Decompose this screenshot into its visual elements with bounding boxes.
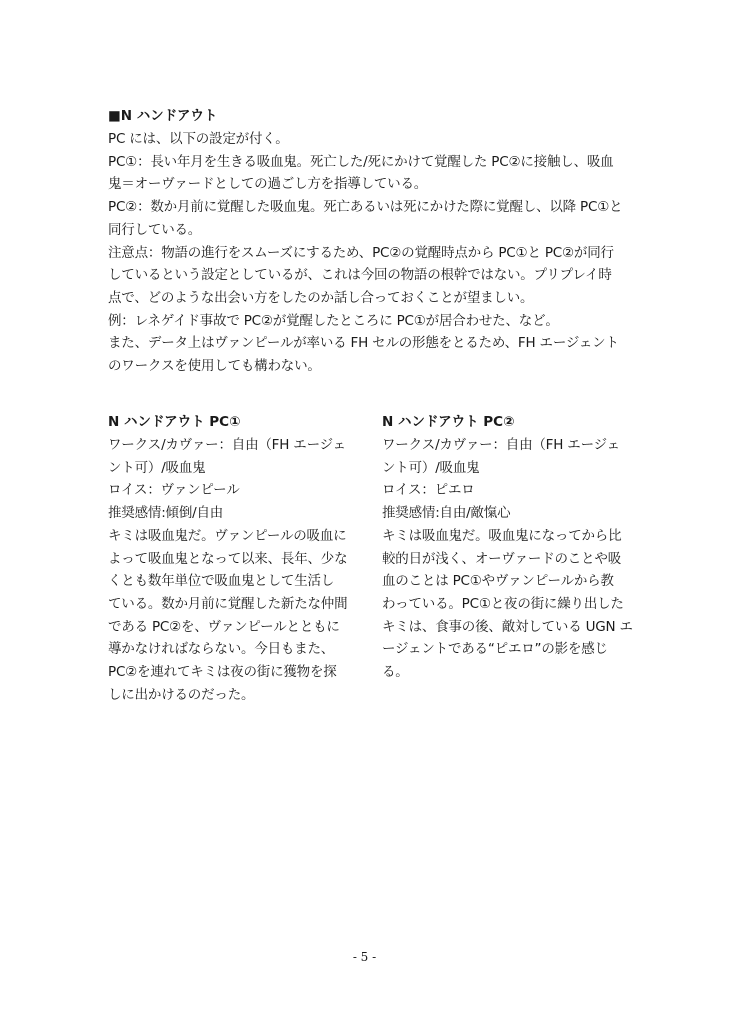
paragraph-line: PC には、以下の設定が付く。 <box>108 131 289 147</box>
paragraph-line: PC②：数か月前に覚醒した吸血鬼。死亡あるいは死にかけた際に覚醒し、以降 PC①と <box>108 199 623 216</box>
handout-pc1-line: しに出かけるのだった。 <box>108 686 255 703</box>
paragraph-line: 例：レネゲイド事故で PC②が覚醒したところに PC①が居合わせた、など。 <box>108 312 559 329</box>
handout-pc2-line: ロイス：ピエロ <box>382 482 475 499</box>
handout-pc1-line: 推奨感情:傾倒/自由 <box>108 505 224 522</box>
handout-pc2-line: ワークス/カヴァー：自由（FH エージェ <box>382 437 620 453</box>
paragraph-line: のワークスを使用しても構わない。 <box>108 358 321 375</box>
handout-pc1-line: ている。数か月前に覚醒した新たな仲間 <box>108 595 348 612</box>
handout-pc1-line: PC②を連れてキミは夜の街に獲物を探 <box>108 664 337 681</box>
handout-pc2-line: ージェントである“ピエロ”の影を感じ <box>382 641 608 658</box>
handout-pc2-line: 推奨感情:自由/敵愾心 <box>382 505 511 522</box>
handout-pc2-line: る。 <box>382 664 409 681</box>
paragraph-line: PC①：長い年月を生きる吸血鬼。死亡した/死にかけて覚醒した PC②に接触し、吸血 <box>108 153 614 170</box>
handout-pc1-line: ント可）/吸血鬼 <box>108 459 206 476</box>
page-number: - 5 - <box>352 950 377 964</box>
paragraph-line: 点で、どのような出会い方をしたのか話し合っておくことが望ましい。 <box>108 289 534 306</box>
handout-pc2-line: キミは、食事の後、敵対している UGN エ <box>382 618 633 635</box>
paragraph-line: 同行している。 <box>108 221 202 238</box>
paragraph-line: 注意点：物語の進行をスムーズにするため、PC②の覚醒時点から PC①と PC②が同行 <box>108 244 614 261</box>
paragraph-line: また、データ上はヴァンピールが率いる FH セルの形態をとるため、FH エージェント <box>108 335 619 352</box>
handout-pc2-heading: N ハンドアウト PC② <box>382 414 515 430</box>
handout-pc2-column <box>382 411 633 684</box>
handout-pc1-column <box>108 411 353 706</box>
handout-pc1-line: よって吸血鬼となって以来、長年、少な <box>108 550 348 567</box>
handout-pc2-line: キミは吸血鬼だ。吸血鬼になってから比 <box>382 527 622 544</box>
handout-pc1-line: ワークス/カヴァー：自由（FH エージェ <box>108 437 346 453</box>
handout-pc2-line: わっている。PC①と夜の街に繰り出した <box>382 595 624 612</box>
intro-section <box>108 105 628 378</box>
handout-pc1-line: ロイス：ヴァンピール <box>108 482 240 499</box>
handout-pc1-heading: N ハンドアウト PC① <box>108 414 241 430</box>
handout-pc1-line: くとも数年単位で吸血鬼として生活し <box>108 573 335 590</box>
handout-pc2-line: 較的日が浅く、オーヴァードのことや吸 <box>382 550 621 567</box>
section-heading: ■N ハンドアウト <box>108 108 218 124</box>
handout-pc2-line: ント可）/吸血鬼 <box>382 459 480 476</box>
handout-pc1-line: 導かなければならない。今日もまた、 <box>108 641 335 658</box>
handout-pc1-line: である PC②を、ヴァンピールとともに <box>108 618 340 635</box>
paragraph-line: しているという設定としているが、これは今回の物語の根幹ではない。プリプレイ時 <box>108 267 612 284</box>
handout-pc1-line: キミは吸血鬼だ。ヴァンピールの吸血に <box>108 527 347 544</box>
handout-pc2-line: 血のことは PC①やヴァンピールから教 <box>382 573 614 590</box>
paragraph-line: 鬼＝オーヴァードとしての過ごし方を指導している。 <box>108 176 428 193</box>
